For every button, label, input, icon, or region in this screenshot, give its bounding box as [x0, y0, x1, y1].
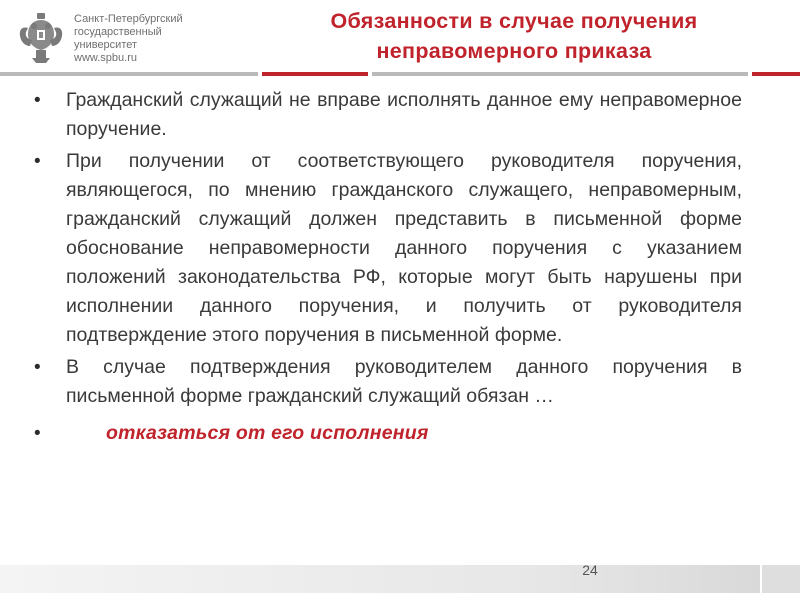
footer-accent — [762, 565, 800, 593]
logo-url: www.spbu.ru — [74, 52, 137, 64]
accent-text: отказаться от его исполнения — [106, 422, 429, 444]
double-headed-eagle-emblem-icon — [18, 12, 64, 64]
bullet-item — [30, 147, 742, 350]
logo-text — [74, 13, 183, 65]
bullet-text: При получении от соответствующего руководителя поручения, являющегося, по мнению гражданского служащего, неправомерным, гражданский служащий должен представить в письменной форме обоснование неправомерности данного поручения с указанием положений законодательства РФ, которые могут быть нарушены при исполнении данного поручения, и получить от руководителя подтверждение этого поручения в письменной форме. — [66, 150, 742, 346]
logo-line-3: университет — [74, 39, 138, 51]
header-rule-red-right — [752, 72, 800, 76]
header-rule-red — [262, 72, 368, 76]
bullet-item — [30, 86, 742, 144]
bullet-item — [30, 353, 742, 411]
page-number: 24 — [582, 562, 598, 578]
bullet-dot-icon: • — [34, 151, 41, 172]
bullet-text: В случае подтверждения руководителем данного поручения в письменной форме гражданский служащий обязан … — [66, 356, 742, 407]
logo-line-1: Санкт-Петербургский — [74, 13, 183, 25]
bullet-dot-icon: • — [34, 90, 41, 111]
slide-header — [0, 0, 800, 74]
logo-line-2: государственный — [74, 26, 162, 38]
header-rule-gray-left — [0, 72, 258, 76]
bullet-dot-icon: • — [34, 423, 41, 444]
bullet-item-accent — [30, 419, 742, 448]
header-rule-gray-right — [372, 72, 748, 76]
bullet-dot-icon: • — [34, 357, 41, 378]
university-logo — [18, 8, 208, 68]
title-line-2: неправомерного приказа — [376, 39, 652, 63]
slide-body — [30, 86, 742, 451]
footer-band — [0, 565, 760, 593]
bullet-text: Гражданский служащий не вправе исполнять данное ему неправомерное поручение. — [66, 89, 742, 140]
title-line-1: Обязанности в случае получения — [330, 9, 698, 33]
slide-title — [240, 6, 788, 66]
